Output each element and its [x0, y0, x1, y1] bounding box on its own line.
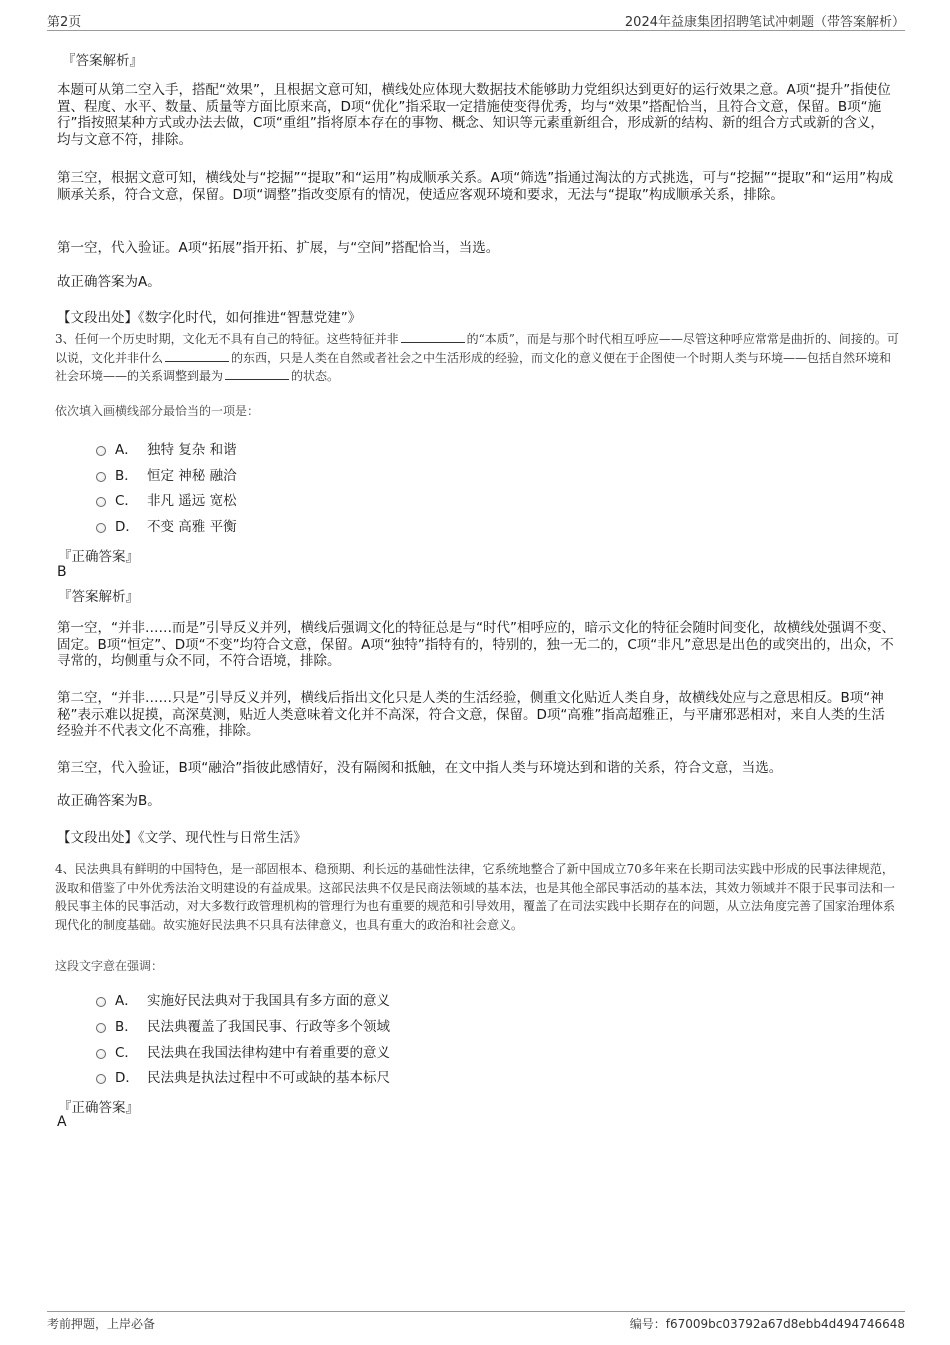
option-text: 独特 复杂 和谐: [147, 442, 237, 458]
analysis-paragraph: 第一空，代入验证。A项“拓展”指开拓、扩展，与“空间”搭配恰当，当选。: [57, 240, 500, 256]
option-letter: D．: [115, 1070, 139, 1086]
page-number: 第2页: [47, 15, 82, 30]
analysis-paragraph: 第二空，“并非……只是”引导反义并列，横线后指出文化只是人类的生活经验，侧重文化贴近人类自身，故横线处应与之意思相反。B项“神秘”表示难以捉摸，高深莫测，贴近人类意味着文化并不高深，符合文意，保留。D项“高雅”指高超雅正，与平庸邪恶相对，来自人类的生活经验并不代表文化不高雅，排除。: [57, 690, 885, 739]
radio-button[interactable]: [96, 1023, 106, 1033]
correct-answer: A: [57, 1114, 67, 1130]
radio-button[interactable]: [96, 497, 106, 507]
radio-button[interactable]: [96, 1049, 106, 1059]
analysis-paragraph: 本题可从第二空入手，搭配“效果”，且根据文意可知，横线处应体现大数据技术能够助力党组织达到更好的运行效果之意。A项“提升”指使位置、程度、水平、数量、质量等方面比原来高，D项“优化”指采取一定措施使变得优秀，均与“效果”搭配恰当，且符合文意，保留。B项“施行”指按照某种方式或办法去做，C项“重组”指将原本存在的事物、概念、知识等元素重新组合，形成新的结构、新的组合方式或新的含义，均与文意不符，排除。: [57, 82, 891, 148]
analysis-conclusion: 故正确答案为B。: [57, 793, 161, 809]
question-4-text: 4、民法典具有鲜明的中国特色，是一部固根本、稳预期、利长远的基础性法律，它系统地整合了新中国成立70多年来在长期司法实践中形成的民事法律规范，汲取和借鉴了中外优秀法治文明建设的有益成果。这部民法典不仅是民商法领域的基本法，也是其他全部民事活动的基本法，其效力领域并不限于民事司法和一般民事主体的民事活动，对大多数行政管理机构的管理行为也有重要的规范和引导效用，覆盖了在司法实践中长期存在的问题，从立法角度完善了国家治理体系现代化的制度基础。故实施好民法典不只具有法律意义，也具有重大的政治和社会意义。: [55, 862, 896, 933]
option-letter: B．: [115, 1019, 138, 1035]
option-d[interactable]: [96, 515, 237, 535]
radio-button[interactable]: [96, 1074, 106, 1084]
option-text: 民法典覆盖了我国民事、行政等多个领域: [147, 1019, 390, 1035]
source-citation: 【文段出处】《数字化时代，如何推进“智慧党建”》: [57, 310, 362, 326]
analysis-label: 『答案解析』: [58, 589, 139, 605]
radio-button[interactable]: [96, 472, 106, 482]
option-text: 不变 高雅 平衡: [147, 519, 237, 535]
option-letter: A．: [115, 993, 138, 1009]
radio-button[interactable]: [96, 997, 106, 1007]
question-3-text: 3、任何一个历史时期，文化无不具有自己的特征。这些特征并非 的“本质”，而是与那个时代相互呼应——尽管这种呼应常常是曲折的、间接的。可以说，文化并非什么 的东西，只是人类在自然或者社会之中生活形成的经验，而文化的意义便在于企图使一个时期人类与环境——包括自然环境和社会环境——的关系调整到最为 的状态。: [55, 332, 899, 383]
correct-answer-label: 『正确答案』: [58, 1100, 139, 1116]
correct-answer-label: 『正确答案』: [58, 549, 139, 565]
option-text: 非凡 遥远 宽松: [147, 493, 237, 509]
option-text: 民法典在我国法律构建中有着重要的意义: [147, 1045, 390, 1061]
option-d[interactable]: [96, 1066, 390, 1086]
option-letter: A．: [115, 442, 138, 458]
question-prompt: 这段文字意在强调：: [55, 959, 164, 973]
option-c[interactable]: [96, 489, 237, 509]
option-letter: B．: [115, 468, 138, 484]
option-b[interactable]: [96, 464, 237, 484]
analysis-paragraph: 第一空，“并非……而是”引导反义并列，横线后强调文化的特征总是与“时代”相呼应的，暗示文化的特征会随时间变化，故横线处强调不变、固定。B项“恒定”、D项“不变”均符合文意，保留。A项“独特”指特有的，特别的，独一无二的，C项“非凡”意思是出色的或突出的，出众，不寻常的，均侧重与众不同，不符合语境，排除。: [57, 620, 895, 669]
fill-blank: [165, 350, 229, 362]
document-title: 2024年益康集团招聘笔试冲刺题（带答案解析）: [624, 15, 905, 30]
option-c[interactable]: [96, 1041, 390, 1061]
analysis-paragraph: 第三空，代入验证，B项“融洽”指彼此感情好，没有隔阂和抵触，在文中指人类与环境达到和谐的关系，符合文意，当选。: [57, 760, 783, 776]
page-header: [47, 8, 905, 31]
footer-slogan: 考前押题，上岸必备: [47, 1317, 156, 1331]
option-a[interactable]: [96, 989, 390, 1009]
fill-blank: [401, 331, 465, 343]
option-letter: C．: [115, 1045, 138, 1061]
option-letter: D．: [115, 519, 139, 535]
analysis-paragraph: 第三空，根据文意可知，横线处与“挖掘”“提取”和“运用”构成顺承关系。A项“筛选”指通过淘汰的方式挑选，可与“挖掘”“提取”和“运用”构成顺承关系，符合文意，保留。D项“调整”指改变原有的情况，使适应客观环境和要求，无法与“提取”构成顺承关系，排除。: [57, 170, 894, 203]
document-id: 编号：f67009bc03792a67d8ebb4d494746648: [629, 1317, 905, 1331]
correct-answer: B: [57, 564, 67, 580]
radio-button[interactable]: [96, 523, 106, 533]
option-a[interactable]: [96, 438, 237, 458]
option-letter: C．: [115, 493, 138, 509]
option-text: 民法典是执法过程中不可或缺的基本标尺: [147, 1070, 390, 1086]
fill-blank: [225, 368, 289, 380]
analysis-label: 『答案解析』: [62, 53, 143, 69]
question-prompt: 依次填入画横线部分最恰当的一项是：: [55, 404, 260, 418]
radio-button[interactable]: [96, 446, 106, 456]
option-text: 实施好民法典对于我国具有多方面的意义: [147, 993, 390, 1009]
analysis-conclusion: 故正确答案为A。: [57, 274, 161, 290]
option-b[interactable]: [96, 1015, 390, 1035]
option-text: 恒定 神秘 融洽: [147, 468, 237, 484]
source-citation: 【文段出处】《文学、现代性与日常生活》: [57, 830, 307, 846]
page-footer: [47, 1311, 905, 1334]
